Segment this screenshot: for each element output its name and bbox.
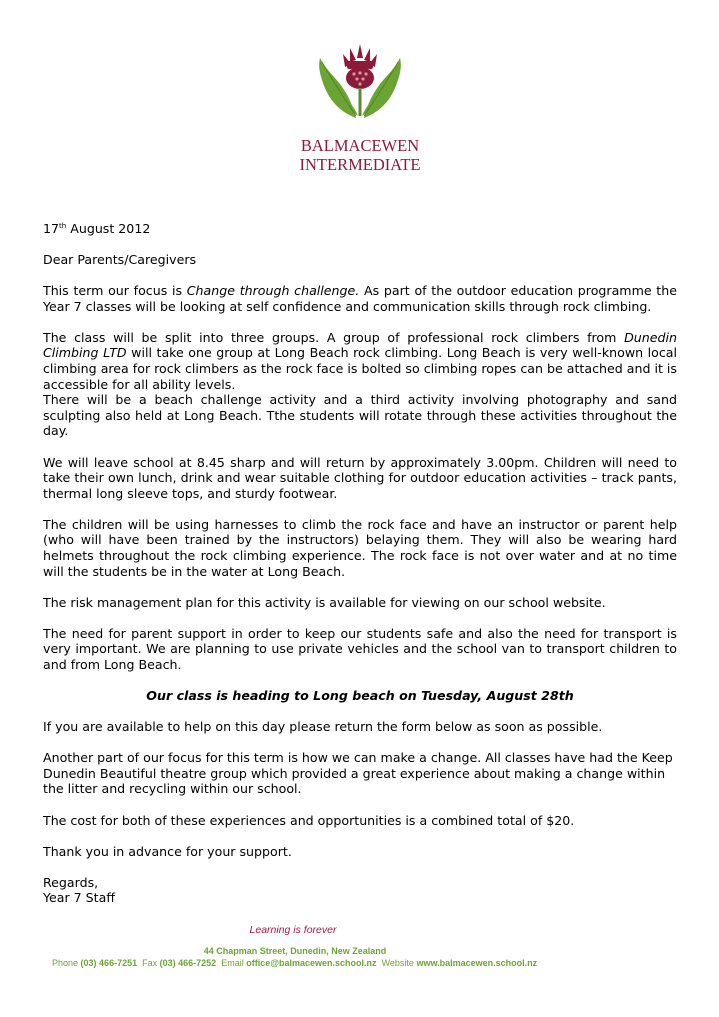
email-link[interactable]: office@balmacewen.school.nz	[246, 958, 377, 968]
paragraph-cost: The cost for both of these experiences and opportunities is a combined total of $20.	[43, 812, 575, 828]
phone-label: Phone	[52, 958, 79, 968]
paragraph-groups: The class will be split into three groups. A group of professional rock climbers from Dunedin Climbing LTD will take one group at Long Beach rock climbing. Long Beach is very well-known local climbing area for rock climbers as the rock face is bolted so climbing ropes can be attached and it is accessible for all ability levels.	[43, 329, 677, 392]
thistle-icon	[300, 40, 420, 130]
footer-contact	[52, 958, 672, 968]
paragraph-safety: The children will be using harnesses to climb the rock face and have an instructor or parent help (who will have been trained by the instructors) belaying them. They will also be wearing hard helmets throughout the rock climbing experience. The rock face is not over water and at no time will the students be in the water at Long Beach.	[43, 516, 677, 579]
announcement: Our class is heading to Long beach on Tuesday, August 28th	[146, 688, 574, 704]
paragraph-schedule: We will leave school at 8.45 sharp and will return by approximately 3.00pm. Children will need to take their own lunch, drink and wear suitable clothing for outdoor education activities – track pants, thermal long sleeve tops, and sturdy footwear.	[43, 454, 677, 501]
school-name-line2: INTERMEDIATE	[299, 155, 421, 174]
email-label: Email	[221, 958, 244, 968]
website-label: Website	[381, 958, 414, 968]
paragraph-help-request: If you are available to help on this day please return the form below as soon as possible.	[43, 719, 603, 735]
signature: Year 7 Staff	[43, 890, 116, 906]
salutation: Dear Parents/Caregivers	[43, 252, 197, 268]
paragraph-make-a-change: Another part of our focus for this term is how we can make a change. All classes have had the Keep Dunedin Beautiful theatre group which provided a great experience about making a change within the litter and recycling within our school.	[43, 750, 673, 797]
fax-label: Fax	[142, 958, 158, 968]
paragraph-activities: There will be a beach challenge activity and a third activity involving photography and sand sculpting also held at Long Beach. Tthe students will rotate through these activities throughout the day.	[43, 392, 677, 439]
footer-motto: Learning is forever	[249, 924, 337, 936]
letter-body	[43, 221, 677, 906]
footer-address: 44 Chapman Street, Dunedin, New Zealand	[203, 946, 387, 956]
closing: Regards,	[43, 874, 99, 890]
paragraph-focus: This term our focus is Change through challenge. As part of the outdoor education programme the Year 7 classes will be looking at self confidence and communication skills through rock climbing.	[43, 283, 677, 314]
paragraph-thanks: Thank you in advance for your support.	[43, 843, 292, 859]
school-name-line1: BALMACEWEN	[300, 136, 420, 155]
fax-number: (03) 466-7252	[159, 958, 217, 968]
paragraph-parent-support: The need for parent support in order to keep our students safe and also the need for transport is very important. We are planning to use private vehicles and the school van to transport children to and from Long Beach.	[43, 625, 677, 672]
phone-number: (03) 466-7251	[80, 958, 138, 968]
website-link[interactable]: www.balmacewen.school.nz	[416, 958, 538, 968]
paragraph-risk-plan: The risk management plan for this activity is available for viewing on our school website.	[43, 594, 606, 610]
letter-date: 17th August 2012	[43, 221, 151, 236]
